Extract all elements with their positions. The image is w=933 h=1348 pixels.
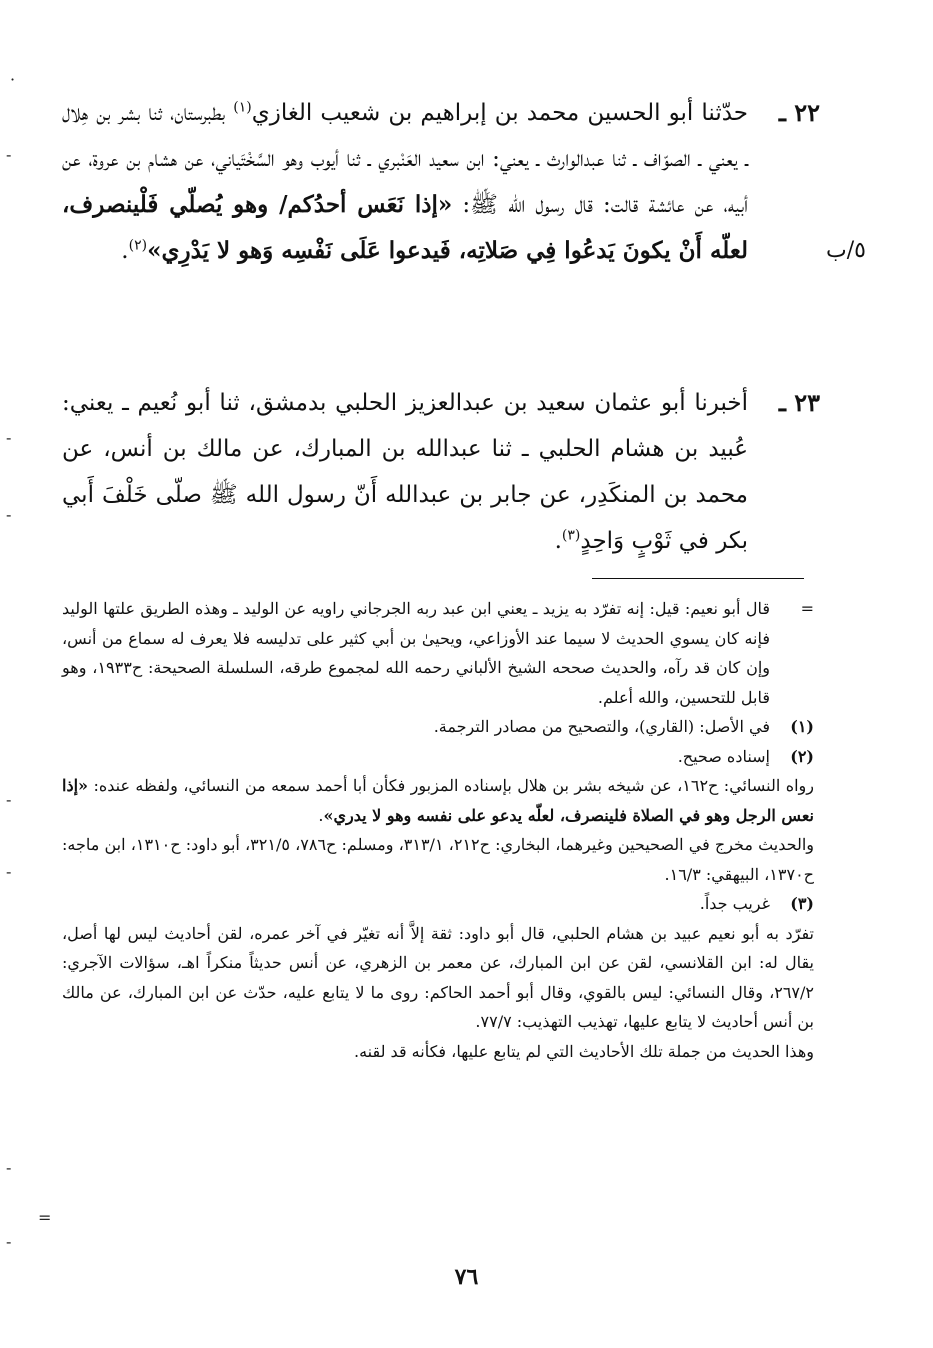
scan-mark: - bbox=[6, 428, 12, 447]
footnote-2: (٢) إسناده صحيح. رواه النسائي: ح١٦٢، عن شيخه بشر بن هلال بإسناده المزبور فكأن أبا أحمد سمعه من النسائي، ولفظه عنده: «إذا نعس الرجل وهو في الصلاة فلينصرف، لعلّه يدعو على نفسه وهو لا يدري». والحديث مخرج في الصحيحين وغيرهما، البخاري: ح٢١٢، ٣١٣/١، ومسلم: ح٧٨٦، ٣٢١/٥، أبو داود: ح١٣١٠، ابن ماجه: ح١٣٧٠، البيهقي: ١٦/٣. bbox=[62, 742, 814, 890]
footnote-ref: (٢) bbox=[128, 237, 148, 254]
scan-mark: - bbox=[6, 145, 12, 164]
footnote-ref: (٣) bbox=[561, 527, 581, 544]
scan-mark: - bbox=[6, 1158, 12, 1177]
hadith-text: أخبرنا أبو عثمان سعيد بن عبدالعزيز الحلبي بدمشق، ثنا أبو نُعيم ـ يعني: عُبيد بن هشام الحلبي ـ ثنا عبدالله بن المبارك، عن مالك بن أنس، عن محمد بن المنكَدِر، عن جابر بن عبدالله أَنّ رسول الله ﷺ صلّى خَلْفَ أَبي بكر في ثَوْبٍ وَاحِدٍ$^{(٣)}$. bbox=[62, 390, 748, 554]
hadith-text: حدّثنا أبو الحسين محمد بن إبراهيم بن شعيب الغازي$^{(١)}$ بطبرستان، ثنا بشر بن هِلال ـ يعني ـ الصوّاف ـ ثنا عبدالوارث ـ يعني: ابن سعيد العَنْبري ـ ثنا أيوب وهو السَّخْتَياني، عن هشام بن عروة، عن أبيه، عن عائشة قالت: قال رسول الله ﷺ: «إذا نَعَس أحدُكم/ وهو يُصلّي فَلْينصرف، لعلّه أَنْ يكونَ يَدعُوا فِي صَلاتِه، فَيدعوا عَلَى نَفْسِه وَهو لا يَدْرِي»$^{(٢)}$. bbox=[62, 99, 749, 264]
scan-mark: - bbox=[6, 862, 12, 881]
footnote-paragraph: رواه النسائي: ح١٦٢، عن شيخه بشر بن هلال بإسناده المزبور فكأن أبا أحمد سمعه من النسائي، ولفظه عنده: «إذا نعس الرجل وهو في الصلاة فلينصرف، لعلّه يدعو على نفسه وهو لا يدري». bbox=[62, 776, 814, 825]
footnote-3: (٣) غريب جداً. تفرّد به أبو نعيم عبيد بن هشام الحلبي، قال أبو داود: ثقة إلاَّ أنه تغيّر في آخر عمره، لقن أحاديث ليس لها أصل، يقال له: ابن القلانسي، لقن عن ابن المبارك، عن معمر بن الزهري، عن أنس حديثاً منكراً اهـ، سؤالات الآجري: ٢٦٧/٢، وقال النسائي: ليس بالقوي، وقال أبو أحمد الحاكم: روى ما لا يتابع عليه، حدّث عن ابن المبارك، عن مالك بن أنس أحاديث لا يتابع عليها، تهذيب التهذيب: ٧٧/٧. وهذا الحديث من جملة تلك الأحاديث التي لم يتابع عليها، فكأنه قد لقنه. bbox=[62, 889, 814, 1066]
footnote-paragraph: تفرّد به أبو نعيم عبيد بن هشام الحلبي، قال أبو داود: ثقة إلاَّ أنه تغيّر في آخر عمره، لقن أحاديث ليس لها أصل، يقال له: ابن القلانسي، لقن عن ابن المبارك، عن معمر بن الزهري، عن أنس حديثاً منكراً اهـ، سؤالات الآجري: ٢٦٧/٢، وقال النسائي: ليس بالقوي، وقال أبو أحمد الحاكم: روى ما لا يتابع عليه، حدّث عن ابن المبارك، عن مالك بن أنس أحاديث لا يتابع عليها، تهذيب التهذيب: ٧٧/٧. bbox=[62, 923, 814, 1031]
footnote-marker: (٢) bbox=[790, 746, 814, 766]
footnote-divider bbox=[592, 578, 804, 579]
hadith-22 bbox=[62, 90, 818, 274]
scan-mark: - bbox=[6, 1232, 12, 1251]
continuation-marker-end: = bbox=[38, 1208, 52, 1227]
hadith-number: ٢٣ ـ bbox=[778, 388, 820, 417]
hadith-matn: «إذا نَعَس أحدُكم/ وهو يُصلّي فَلْينصرف، لعلّه أَنْ يكونَ يَدعُوا فِي صَلاتِه، فَيدعوا عَلَى نَفْسِه وَهو لا يَدْرِي» bbox=[62, 191, 748, 264]
footnotes bbox=[62, 594, 814, 1066]
footnote-continuation: = قال أبو نعيم: قيل: إنه تفرّد به يزيد ـ يعني ابن عبد ربه الجرجاني راويه عن الوليد ـ وهذه الطريق علتها الوليد فإنه كان يسوي الحديث لا سيما عند الأوزاعي، ويحيىٰ بن أبي كثير على تدليسه فلا يعرف له سماع من أنس، وإن كان قد رآه، والحديث صححه الشيخ الألباني رحمه الله لمجموع طرقه، السلسلة الصحيحة: ح١٩٣٣، وهو قابل للتحسين، والله أعلم. bbox=[62, 594, 814, 712]
footnote-paragraph: والحديث مخرج في الصحيحين وغيرهما، البخاري: ح٢١٢، ٣١٣/١، ومسلم: ح٧٨٦، ٣٢١/٥، أبو داود: ح١٣١٠، ابن ماجه: ح١٣٧٠، البيهقي: ١٦/٣. bbox=[62, 835, 815, 884]
footnote-paragraph: وهذا الحديث من جملة تلك الأحاديث التي لم يتابع عليها، فكأنه قد لقنه. bbox=[354, 1041, 814, 1061]
page-number: ٧٦ bbox=[454, 1264, 479, 1290]
scan-mark: · bbox=[10, 70, 16, 89]
manuscript-folio-note: ٥/ب bbox=[826, 238, 866, 263]
footnote-1: (١) في الأصل: (القاري)، والتصحيح من مصادر الترجمة. bbox=[62, 712, 814, 742]
footnote-ref: (١) bbox=[233, 99, 252, 116]
footnote-marker: (٣) bbox=[790, 894, 814, 913]
continuation-marker: = bbox=[800, 599, 814, 618]
footnote-marker: (١) bbox=[790, 717, 814, 736]
hadith-23 bbox=[62, 380, 818, 564]
scan-mark: - bbox=[6, 505, 12, 524]
hadith-number: ٢٢ ـ bbox=[778, 98, 820, 127]
scan-mark: - bbox=[6, 790, 12, 809]
